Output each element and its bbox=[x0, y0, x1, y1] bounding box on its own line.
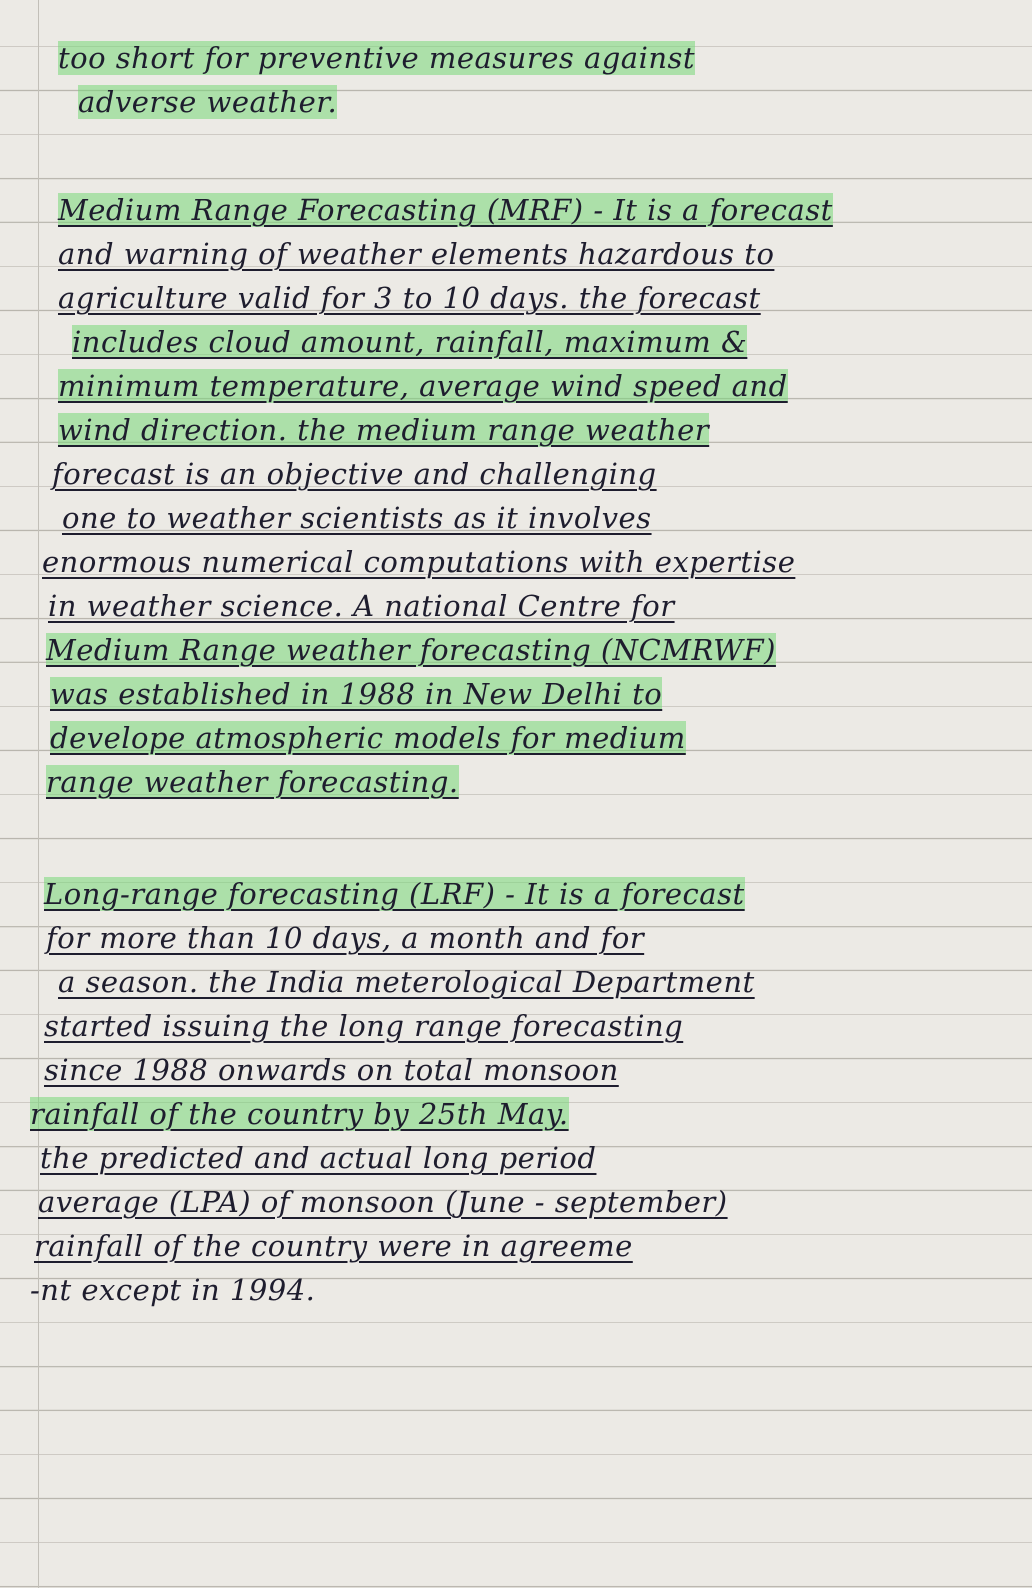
text-line: and warning of weather elements hazardous to bbox=[58, 237, 775, 271]
text-line: average (LPA) of monsoon (June - september) bbox=[38, 1185, 728, 1219]
text-line: enormous numerical computations with expertise bbox=[42, 545, 796, 579]
text-line: the predicted and actual long period bbox=[40, 1141, 597, 1175]
text-line: forecast is an objective and challenging bbox=[52, 457, 657, 491]
text-line: includes cloud amount, rainfall, maximum & bbox=[72, 325, 748, 359]
text-line: range weather forecasting. bbox=[46, 765, 459, 799]
text-line: a season. the India meterological Department bbox=[58, 965, 755, 999]
text-line: minimum temperature, average wind speed and bbox=[58, 369, 788, 403]
text-line: in weather science. A national Centre for bbox=[48, 589, 675, 623]
text-line: adverse weather. bbox=[78, 85, 338, 119]
section-heading-line: Medium Range Forecasting (MRF) - It is a forecast bbox=[58, 193, 833, 227]
section-heading-line: Long-range forecasting (LRF) - It is a forecast bbox=[44, 877, 745, 911]
text-line: develope atmospheric models for medium bbox=[50, 721, 686, 755]
text-line: agriculture valid for 3 to 10 days. the forecast bbox=[58, 281, 761, 315]
text-line: one to weather scientists as it involves bbox=[62, 501, 652, 535]
text-line: wind direction. the medium range weather bbox=[58, 413, 710, 447]
text-line: -nt except in 1994. bbox=[30, 1273, 316, 1307]
text-line: since 1988 onwards on total monsoon bbox=[44, 1053, 619, 1087]
text-line: Medium Range weather forecasting (NCMRWF) bbox=[46, 633, 776, 667]
text-line: was established in 1988 in New Delhi to bbox=[50, 677, 663, 711]
text-line: too short for preventive measures against bbox=[58, 41, 696, 75]
text-line: rainfall of the country were in agreeme bbox=[34, 1229, 633, 1263]
margin-line bbox=[38, 0, 39, 1588]
text-line: started issuing the long range forecasting bbox=[44, 1009, 684, 1043]
text-line: for more than 10 days, a month and for bbox=[46, 921, 645, 955]
text-line: rainfall of the country by 25th May. bbox=[30, 1097, 569, 1131]
